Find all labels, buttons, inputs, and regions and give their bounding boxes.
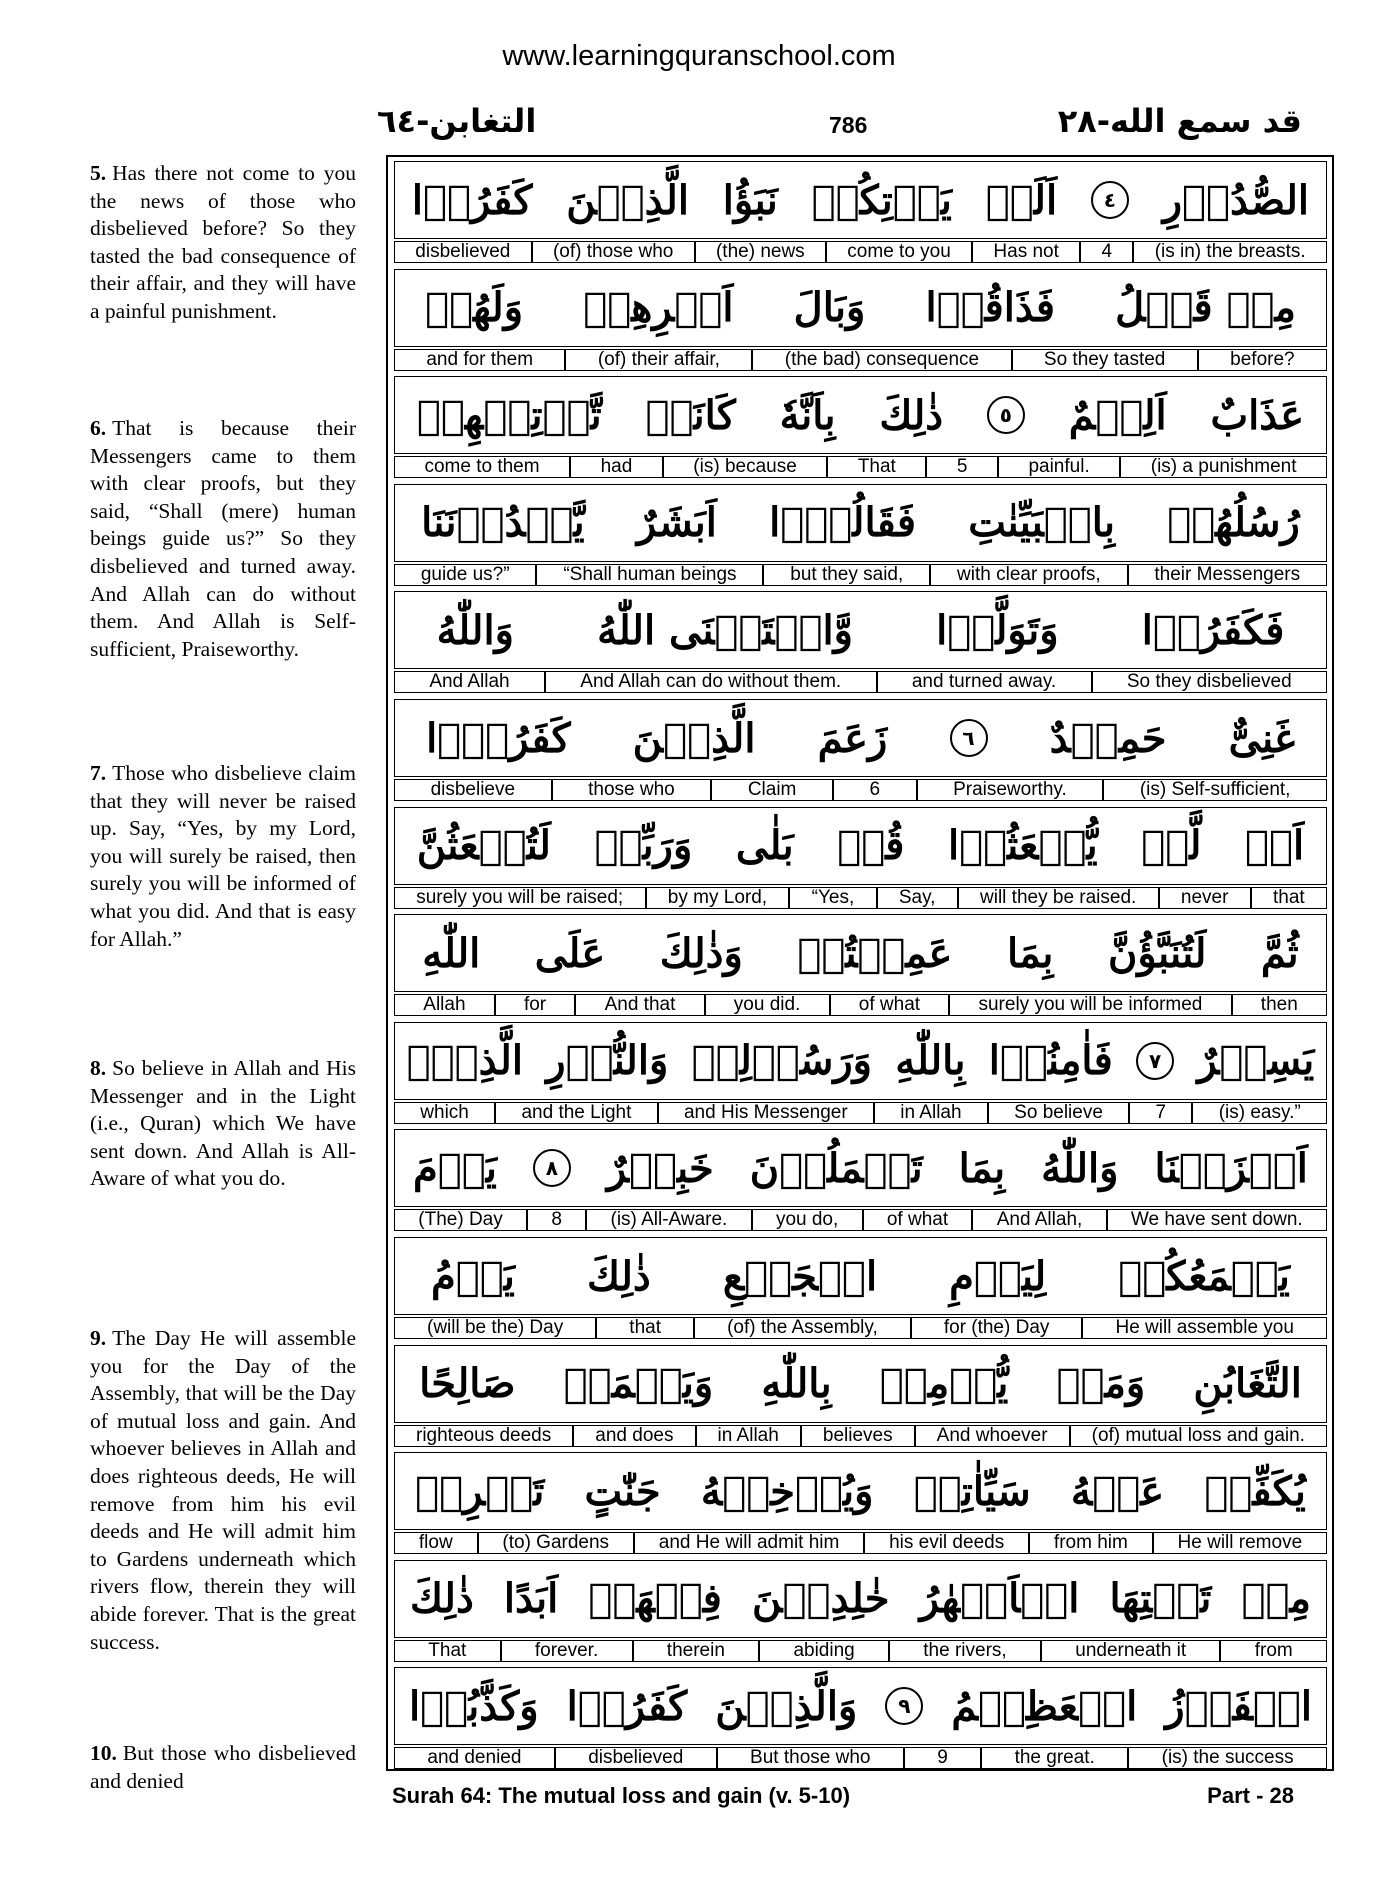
arabic-line: [394, 1452, 1327, 1530]
english-gloss: disbelieved: [555, 1747, 717, 1769]
english-gloss: with clear proofs,: [930, 564, 1127, 586]
verse-row: [394, 376, 1327, 479]
verse-number: 9.: [90, 1326, 107, 1350]
arabic-line: [394, 1345, 1327, 1423]
english-gloss: therein: [633, 1640, 760, 1662]
arabic-word: حَمِيۡدٌ: [1049, 714, 1167, 762]
english-gloss: Praiseworthy.: [917, 779, 1104, 801]
arabic-word: ذٰلِكَ: [410, 1575, 474, 1623]
english-gloss: and for them: [394, 349, 565, 371]
arabic-word: كَانَتۡ: [645, 391, 736, 439]
arabic-word: يُّبۡعَثُوۡا: [947, 822, 1098, 870]
english-line: [394, 1532, 1327, 1554]
arabic-word: لَتُبۡعَثُنَّ: [416, 822, 551, 870]
english-gloss: from: [1220, 1640, 1327, 1662]
arabic-word: الصُّدُوۡرِ: [1162, 176, 1309, 224]
arabic-word: الَّذِيۡنَ: [632, 714, 756, 762]
english-gloss: (is in) the breasts.: [1133, 241, 1327, 263]
english-gloss: 9: [904, 1747, 981, 1769]
english-gloss: 8: [527, 1209, 586, 1231]
verse-text: Has there not come to you the news of those who disbelieved before? So they tasted the bad consequence of their affair, and they will have a painful punishment.: [90, 161, 356, 323]
english-gloss: surely you will be raised;: [394, 887, 646, 909]
english-gloss: of what: [863, 1209, 973, 1231]
english-gloss: painful.: [998, 456, 1120, 478]
english-line: [394, 779, 1327, 801]
arabic-line: [394, 1667, 1327, 1745]
verse-marker: ٧: [1136, 1042, 1174, 1080]
arabic-line: [394, 376, 1327, 454]
verse-row: [394, 161, 1327, 264]
english-gloss: And Allah,: [972, 1209, 1106, 1231]
arabic-word: يَسِيۡرٌ: [1197, 1037, 1315, 1085]
english-gloss: the great.: [981, 1747, 1128, 1769]
english-line: [394, 456, 1327, 478]
english-gloss: and He will admit him: [634, 1532, 864, 1554]
english-gloss: (of) mutual loss and gain.: [1070, 1425, 1327, 1447]
english-gloss: (is) easy.”: [1192, 1102, 1327, 1124]
arabic-word: عَنۡهُ: [1070, 1467, 1165, 1515]
arabic-word: وَالَّذِيۡنَ: [715, 1682, 858, 1730]
verse-row: [394, 807, 1327, 910]
english-gloss: But those who: [717, 1747, 904, 1769]
english-gloss: had: [570, 456, 663, 478]
arabic-word: وَاللّٰهُ: [1041, 1144, 1119, 1192]
arabic-word: فِيۡهَاۤ: [588, 1575, 722, 1623]
verse-number: 8.: [90, 1056, 107, 1080]
english-gloss: but they said,: [763, 564, 930, 586]
verse-text: So believe in Allah and His Messenger and in the Light (i.e., Quran) which We have sent down. And Allah is All-Aware of what you do.: [90, 1056, 356, 1191]
arabic-word: كَفَرُوۡا: [411, 176, 533, 224]
english-gloss: We have sent down.: [1107, 1209, 1327, 1231]
arabic-word: التَّغَابُنِ: [1193, 1360, 1302, 1408]
english-gloss: surely you will be informed: [949, 994, 1231, 1016]
arabic-word: فَكَفَرُوۡا: [1141, 606, 1285, 654]
english-gloss: from him: [1029, 1532, 1153, 1554]
arabic-word: فَقَالُوۡۤا: [769, 499, 916, 547]
english-gloss: believes: [801, 1425, 915, 1447]
verse-row: [394, 1345, 1327, 1448]
verse-text: That is because their Messengers came to them with clear proofs, but they said, “Shall (mere) human beings guide us?” So they disbelieved and turned away. And Allah can do without them. And Allah is Self-sufficient, Praiseworthy.: [90, 416, 356, 661]
verse-row: [394, 699, 1327, 802]
english-line: [394, 1747, 1327, 1769]
arabic-word: الَّذِيۡنَ: [566, 176, 689, 224]
verse-row: [394, 1452, 1327, 1555]
english-line: [394, 349, 1327, 371]
english-gloss: flow: [394, 1532, 478, 1554]
arabic-word: ذٰلِكَ: [587, 1252, 651, 1300]
english-gloss: those who: [552, 779, 712, 801]
verse-row: [394, 1237, 1327, 1340]
english-gloss: (is) Self-sufficient,: [1103, 779, 1327, 801]
english-gloss: guide us?”: [394, 564, 536, 586]
english-gloss: will they be raised.: [958, 887, 1159, 909]
arabic-word: بِمَا: [958, 1144, 1006, 1192]
english-gloss: you do,: [752, 1209, 863, 1231]
verse-translation: [90, 760, 356, 953]
verse-row: [394, 1022, 1327, 1125]
arabic-word: وَمَنۡ: [1056, 1360, 1146, 1408]
arabic-line: [394, 161, 1327, 239]
english-gloss: (of) those who: [532, 241, 695, 263]
english-gloss: Allah: [394, 994, 495, 1016]
surah-header: التغابن-٦٤: [377, 102, 537, 140]
english-gloss: (The) Day: [394, 1209, 527, 1231]
english-gloss: (of) the Assembly,: [694, 1317, 911, 1339]
arabic-word: خٰلِدِيۡنَ: [752, 1575, 890, 1623]
arabic-word: جَنّٰتٍ: [584, 1467, 661, 1515]
arabic-word: سَيِّاٰتِهٖ: [913, 1467, 1031, 1515]
verse-translation: [90, 1325, 356, 1656]
arabic-word: لِيَوۡمِ: [949, 1252, 1047, 1300]
arabic-word: مِنۡ: [1241, 1575, 1311, 1623]
site-url: www.learningquranschool.com: [502, 40, 896, 72]
arabic-word: رُسُلُهُمۡ: [1167, 499, 1300, 547]
arabic-word: فَاٰمِنُوۡا: [988, 1037, 1113, 1085]
arabic-word: وَكَذَّبُوۡا: [409, 1682, 539, 1730]
english-gloss: by my Lord,: [646, 887, 790, 909]
arabic-word: بِاللّٰهِ: [895, 1037, 966, 1085]
arabic-word: اَبَشَرٌ: [636, 499, 717, 547]
english-gloss: (to) Gardens: [478, 1532, 634, 1554]
arabic-word: صَالِحًا: [419, 1360, 516, 1408]
arabic-word: وَيَعۡمَلۡ: [563, 1360, 714, 1408]
english-gloss: 6: [833, 779, 917, 801]
english-gloss: disbelieved: [394, 241, 532, 263]
verse-row: [394, 914, 1327, 1017]
english-gloss: come to you: [826, 241, 972, 263]
english-gloss: (will be the) Day: [394, 1317, 596, 1339]
verse-marker: ٨: [533, 1149, 571, 1187]
arabic-word: عَلَى: [534, 929, 606, 977]
arabic-line: [394, 269, 1327, 347]
arabic-word: يَوۡمُ: [431, 1252, 515, 1300]
english-gloss: and does: [573, 1425, 695, 1447]
arabic-word: وَرَبِّىۡ: [594, 822, 693, 870]
arabic-word: لَتُنَبَّؤُنَّ: [1107, 929, 1207, 977]
english-gloss: Has not: [972, 241, 1080, 263]
arabic-word: الۡاَنۡهٰرُ: [919, 1575, 1080, 1623]
arabic-word: كَفَرُوۡۤا: [426, 714, 571, 762]
arabic-line: [394, 1129, 1327, 1207]
english-line: [394, 241, 1327, 263]
arabic-word: زَعَمَ: [817, 714, 888, 762]
english-gloss: “Shall human beings: [536, 564, 763, 586]
arabic-word: وَتَوَلَّوۡا: [936, 606, 1059, 654]
arabic-word: نَبَؤُا: [722, 176, 778, 224]
english-gloss: and denied: [394, 1747, 555, 1769]
verse-row: [394, 269, 1327, 372]
arabic-word: الۡجَمۡعِ: [722, 1252, 878, 1300]
verse-marker: ٦: [950, 719, 988, 757]
arabic-word: وَاللّٰهُ: [436, 606, 514, 654]
english-gloss: (is) the success: [1128, 1747, 1327, 1769]
arabic-word: يَّهۡدُوۡنَنَا: [421, 499, 585, 547]
english-gloss: That: [827, 456, 926, 478]
arabic-word: مِنۡ قَبۡلُ: [1115, 284, 1296, 332]
juz-header: قد سمع الله-٢٨: [1057, 102, 1302, 140]
arabic-line: [394, 1560, 1327, 1638]
english-gloss: And that: [575, 994, 704, 1016]
english-gloss: Say,: [877, 887, 958, 909]
english-line: [394, 671, 1327, 693]
english-gloss: He will remove: [1153, 1532, 1327, 1554]
english-gloss: (is) All-Aware.: [586, 1209, 751, 1231]
verse-translation: [90, 1740, 356, 1795]
arabic-word: اَمۡرِهِمۡ: [583, 284, 734, 332]
english-line: [394, 1209, 1327, 1231]
english-gloss: (is) a punishment: [1120, 456, 1327, 478]
arabic-line: [394, 699, 1327, 777]
arabic-line: [394, 1237, 1327, 1315]
english-gloss: of what: [830, 994, 950, 1016]
english-line: [394, 887, 1327, 909]
arabic-line: [394, 914, 1327, 992]
arabic-word: اَبَدًا: [503, 1575, 559, 1623]
english-gloss: before?: [1198, 349, 1327, 371]
verse-number: 5.: [90, 161, 107, 185]
arabic-word: ثُمَّ: [1260, 929, 1299, 977]
arabic-word: وَبَالَ: [793, 284, 866, 332]
verse-marker: ٤: [1091, 181, 1129, 219]
english-gloss: you did.: [705, 994, 830, 1016]
english-gloss: underneath it: [1041, 1640, 1220, 1662]
english-gloss: “Yes,: [789, 887, 876, 909]
verse-marker: ٩: [885, 1687, 923, 1725]
verse-row: [394, 484, 1327, 587]
english-gloss: Claim: [711, 779, 833, 801]
english-gloss: (the bad) consequence: [752, 349, 1011, 371]
english-line: [394, 564, 1327, 586]
arabic-word: عَمِلۡتُمۡ: [797, 929, 953, 977]
english-gloss: that: [596, 1317, 694, 1339]
arabic-word: اَلَمۡ: [985, 176, 1058, 224]
verse-translation: [90, 1055, 356, 1193]
verse-row: [394, 591, 1327, 694]
english-gloss: then: [1232, 994, 1327, 1016]
english-gloss: 7: [1129, 1102, 1192, 1124]
english-gloss: which: [394, 1102, 495, 1124]
arabic-line: [394, 591, 1327, 669]
arabic-word: يَوۡمَ: [413, 1144, 497, 1192]
english-gloss: and turned away.: [877, 671, 1092, 693]
arabic-word: بِاللّٰهِ: [761, 1360, 832, 1408]
verse-row: [394, 1129, 1327, 1232]
english-gloss: So they disbelieved: [1092, 671, 1327, 693]
arabic-word: وَلَهُمۡ: [425, 284, 524, 332]
english-gloss: He will assemble you: [1082, 1317, 1327, 1339]
english-gloss: in Allah: [696, 1425, 801, 1447]
english-gloss: And whoever: [915, 1425, 1070, 1447]
english-gloss: (of) their affair,: [565, 349, 752, 371]
arabic-word: يَجۡمَعُكُمۡ: [1118, 1252, 1290, 1300]
english-gloss: That: [394, 1640, 501, 1662]
arabic-word: عَذَابٌ: [1210, 391, 1305, 439]
arabic-word: بَلٰى: [735, 822, 794, 870]
arabic-line: [394, 484, 1327, 562]
arabic-word: خَبِيۡرٌ: [606, 1144, 714, 1192]
english-gloss: (is) because: [663, 456, 828, 478]
english-line: [394, 1425, 1327, 1447]
arabic-word: بِالۡبَيِّنٰتِ: [968, 499, 1116, 547]
arabic-word: اَنۡ: [1245, 822, 1305, 870]
verse-number: 7.: [90, 761, 107, 785]
english-gloss: 5: [926, 456, 998, 478]
arabic-word: وَّاسۡتَغۡنَى اللّٰهُ: [597, 606, 853, 654]
arabic-word: لَّنۡ: [1141, 822, 1202, 870]
footer-surah: Surah 64: The mutual loss and gain (v. 5-10): [392, 1783, 851, 1808]
arabic-line: [394, 807, 1327, 885]
footer-part: Part - 28: [1207, 1783, 1294, 1808]
english-gloss: in Allah: [874, 1102, 988, 1124]
arabic-word: الۡفَوۡزُ: [1165, 1682, 1312, 1730]
arabic-word: تَحۡتِهَا: [1109, 1575, 1212, 1623]
english-gloss: forever.: [501, 1640, 633, 1662]
english-line: [394, 994, 1327, 1016]
english-gloss: So believe: [988, 1102, 1129, 1124]
verse-text: Those who disbelieve claim that they will never be raised up. Say, “Yes, by my Lord, you will surely be raised, then surely you will be informed of what you did. And that is easy for Allah.”: [90, 761, 356, 951]
arabic-word: بِاَنَّهٗ: [779, 391, 836, 439]
arabic-word: يَاۡتِكُمۡ: [811, 176, 952, 224]
verse-translation: [90, 415, 356, 663]
arabic-word: الۡعَظِيۡمُ: [951, 1682, 1138, 1730]
english-gloss: for: [495, 994, 576, 1016]
verse-number: 6.: [90, 416, 107, 440]
english-gloss: So they tasted: [1012, 349, 1198, 371]
english-gloss: that: [1251, 887, 1327, 909]
english-gloss: and His Messenger: [658, 1102, 874, 1124]
english-gloss: And Allah can do without them.: [545, 671, 877, 693]
arabic-word: وَذٰلِكَ: [659, 929, 743, 977]
arabic-word: اَلِيۡمٌ: [1068, 391, 1167, 439]
verse-marker: ٥: [987, 396, 1025, 434]
verse-text: But those who disbelieved and denied: [90, 1741, 356, 1793]
english-line: [394, 1317, 1327, 1339]
english-gloss: for (the) Day: [911, 1317, 1083, 1339]
english-gloss: righteous deeds: [394, 1425, 573, 1447]
english-gloss: disbelieve: [394, 779, 552, 801]
english-line: [394, 1102, 1327, 1124]
verse-text: The Day He will assemble you for the Day of the Assembly, that will be the Day of mutual loss and gain. And whoever believes in Allah and does righteous deeds, He will remove from him his evil deeds and He will admit him to Gardens underneath which rivers flow, therein they will abide forever. That is the great success.: [90, 1326, 356, 1654]
verse-translation: [90, 160, 356, 326]
arabic-word: وَيُدۡخِلۡهُ: [700, 1467, 874, 1515]
english-gloss: (the) news: [695, 241, 826, 263]
arabic-word: فَذَاقُوۡا: [925, 284, 1055, 332]
verse-row: [394, 1667, 1327, 1770]
english-gloss: the rivers,: [889, 1640, 1041, 1662]
arabic-word: وَالنُّوۡرِ: [546, 1037, 669, 1085]
page-number: 786: [829, 112, 868, 138]
arabic-word: اللّٰهِ: [422, 929, 481, 977]
english-gloss: and the Light: [495, 1102, 657, 1124]
arabic-word: بِمَا: [1006, 929, 1054, 977]
english-gloss: his evil deeds: [864, 1532, 1029, 1554]
arabic-line: [394, 1022, 1327, 1100]
arabic-word: وَرَسُوۡلِهٖ: [691, 1037, 872, 1085]
arabic-word: تَعۡمَلُوۡنَ: [749, 1144, 923, 1192]
arabic-word: تَجۡرِىۡ: [415, 1467, 545, 1515]
arabic-word: قُلۡ: [837, 822, 905, 870]
english-gloss: 4: [1080, 241, 1133, 263]
english-gloss: their Messengers: [1128, 564, 1327, 586]
english-gloss: never: [1159, 887, 1251, 909]
word-by-word-grid: [386, 155, 1334, 1771]
arabic-word: غَنِىٌّ: [1228, 714, 1295, 762]
arabic-word: الَّذِىۡۤ: [406, 1037, 523, 1085]
arabic-word: ذٰلِكَ: [879, 391, 944, 439]
arabic-word: كَفَرُوۡا: [566, 1682, 688, 1730]
english-line: [394, 1640, 1327, 1662]
arabic-word: يُّؤۡمِنۡ: [879, 1360, 1009, 1408]
arabic-word: اَنۡزَلۡنَا: [1154, 1144, 1308, 1192]
arabic-word: يُكَفِّرۡ: [1204, 1467, 1306, 1515]
english-gloss: come to them: [394, 456, 570, 478]
arabic-word: تَّاۡتِيۡهِمۡ: [416, 391, 602, 439]
english-gloss: abiding: [759, 1640, 889, 1662]
verse-number: 10.: [90, 1741, 117, 1765]
verse-row: [394, 1560, 1327, 1663]
english-gloss: And Allah: [394, 671, 545, 693]
